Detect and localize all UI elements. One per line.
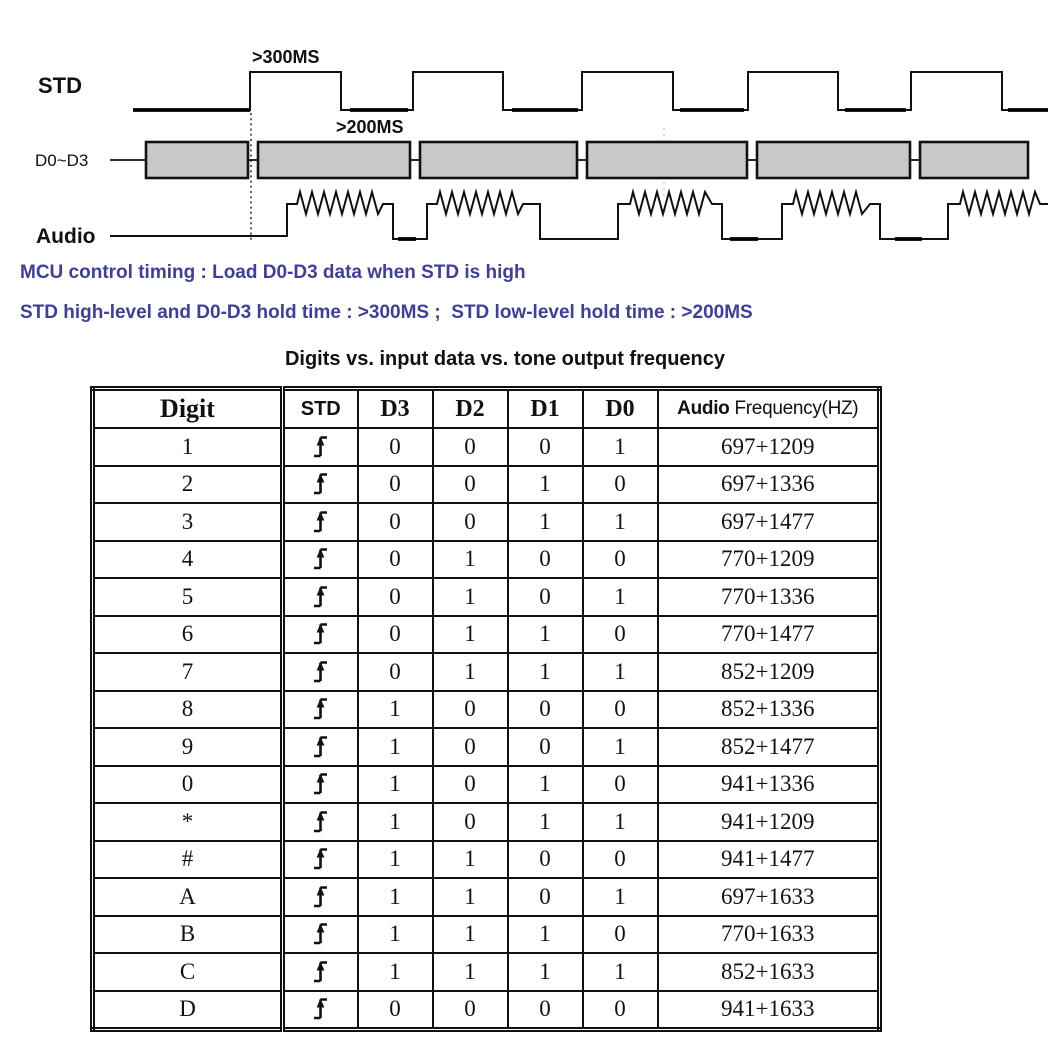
- cell-d1: 1: [508, 916, 583, 954]
- table-row: [93, 616, 880, 654]
- rising-edge-icon: [312, 659, 330, 686]
- cell-digit: D: [93, 991, 283, 1030]
- cell-digit: #: [93, 841, 283, 879]
- rising-edge-icon: [312, 434, 330, 461]
- cell-d3: 1: [358, 728, 433, 766]
- table-row: [93, 841, 880, 879]
- cell-frequency: 941+1336: [658, 766, 880, 804]
- std-rising-edge-cell: [283, 653, 358, 691]
- cell-d1: 0: [508, 578, 583, 616]
- cell-frequency: 697+1336: [658, 466, 880, 504]
- cell-d1: 0: [508, 991, 583, 1030]
- std-rising-edge-cell: [283, 916, 358, 954]
- cell-frequency: 770+1336: [658, 578, 880, 616]
- cell-frequency: 941+1209: [658, 803, 880, 841]
- cell-d3: 0: [358, 578, 433, 616]
- header-digit: Digit: [93, 389, 283, 429]
- cell-d3: 0: [358, 991, 433, 1030]
- rising-edge-icon: [312, 696, 330, 723]
- std-rising-edge-cell: [283, 841, 358, 879]
- cell-frequency: 697+1477: [658, 503, 880, 541]
- cell-d2: 0: [433, 691, 508, 729]
- audio-signal-label: Audio: [36, 225, 96, 248]
- rising-edge-icon: [312, 471, 330, 498]
- cell-digit: *: [93, 803, 283, 841]
- data-bus-blocks: [110, 142, 1028, 178]
- rising-edge-icon: [312, 846, 330, 873]
- cell-d2: 1: [433, 953, 508, 991]
- std-rising-edge-cell: [283, 878, 358, 916]
- cell-d3: 1: [358, 766, 433, 804]
- cell-d2: 0: [433, 766, 508, 804]
- cell-d1: 0: [508, 691, 583, 729]
- cell-d2: 1: [433, 841, 508, 879]
- table-row: [93, 766, 880, 804]
- std-rising-edge-cell: [283, 541, 358, 579]
- std-rising-edge-cell: [283, 803, 358, 841]
- cell-digit: 6: [93, 616, 283, 654]
- cell-digit: 7: [93, 653, 283, 691]
- header-d1: D1: [508, 389, 583, 429]
- table-row: [93, 728, 880, 766]
- table-row: [93, 653, 880, 691]
- table-row: [93, 466, 880, 504]
- rising-edge-icon: [312, 959, 330, 986]
- cell-frequency: 852+1209: [658, 653, 880, 691]
- cell-d1: 1: [508, 766, 583, 804]
- cell-d0: 0: [583, 916, 658, 954]
- std-rising-edge-cell: [283, 428, 358, 466]
- cell-d1: 1: [508, 466, 583, 504]
- cell-d3: 1: [358, 953, 433, 991]
- digit-frequency-table: [90, 386, 882, 1032]
- cell-d2: 1: [433, 541, 508, 579]
- cell-d1: 1: [508, 953, 583, 991]
- cell-d0: 1: [583, 503, 658, 541]
- std-rising-edge-cell: [283, 991, 358, 1030]
- cell-frequency: 852+1336: [658, 691, 880, 729]
- cell-digit: 3: [93, 503, 283, 541]
- cell-d1: 1: [508, 616, 583, 654]
- cell-d0: 1: [583, 953, 658, 991]
- cell-d3: 1: [358, 803, 433, 841]
- rising-edge-icon: [312, 771, 330, 798]
- table-row: [93, 953, 880, 991]
- std-rising-edge-cell: [283, 728, 358, 766]
- std-rising-edge-cell: [283, 766, 358, 804]
- cell-d2: 0: [433, 466, 508, 504]
- cell-d2: 0: [433, 428, 508, 466]
- cell-frequency: 770+1209: [658, 541, 880, 579]
- std-rising-edge-cell: [283, 953, 358, 991]
- cell-d0: 0: [583, 766, 658, 804]
- cell-d3: 1: [358, 691, 433, 729]
- cell-d0: 1: [583, 728, 658, 766]
- table-header-row: [93, 389, 880, 429]
- header-audio-bold: Audio: [677, 398, 730, 419]
- cell-digit: 4: [93, 541, 283, 579]
- cell-frequency: 697+1633: [658, 878, 880, 916]
- rising-edge-icon: [312, 884, 330, 911]
- cell-d2: 0: [433, 503, 508, 541]
- rising-edge-icon: [312, 921, 330, 948]
- table-title: Digits vs. input data vs. tone output frequency: [284, 348, 726, 370]
- table-row: [93, 428, 880, 466]
- cell-digit: 2: [93, 466, 283, 504]
- cell-d0: 0: [583, 616, 658, 654]
- cell-frequency: 697+1209: [658, 428, 880, 466]
- cell-d1: 1: [508, 503, 583, 541]
- cell-frequency: 852+1477: [658, 728, 880, 766]
- cell-d0: 1: [583, 653, 658, 691]
- std-rising-edge-cell: [283, 503, 358, 541]
- std-low-time-annotation: >200MS: [336, 117, 404, 137]
- cell-d1: 1: [508, 653, 583, 691]
- cell-digit: 5: [93, 578, 283, 616]
- rising-edge-icon: [312, 584, 330, 611]
- cell-d3: 1: [358, 841, 433, 879]
- cell-d1: 0: [508, 728, 583, 766]
- cell-d1: 0: [508, 841, 583, 879]
- cell-d3: 0: [358, 541, 433, 579]
- header-audio-frequency: [658, 389, 880, 429]
- cell-d3: 1: [358, 916, 433, 954]
- timing-diagram: [0, 0, 1050, 250]
- cell-d3: 0: [358, 616, 433, 654]
- header-d3: D3: [358, 389, 433, 429]
- cell-d3: 0: [358, 428, 433, 466]
- std-signal-label: STD: [38, 73, 82, 98]
- header-frequency-unit: Frequency(HZ): [734, 398, 859, 419]
- cell-d2: 1: [433, 578, 508, 616]
- cell-d0: 1: [583, 428, 658, 466]
- cell-d1: 0: [508, 878, 583, 916]
- table-row: [93, 991, 880, 1030]
- cell-d1: 1: [508, 803, 583, 841]
- header-d0: D0: [583, 389, 658, 429]
- cell-d2: 1: [433, 878, 508, 916]
- std-waveform: [133, 72, 1048, 110]
- table-row: [93, 578, 880, 616]
- cell-d2: 1: [433, 653, 508, 691]
- std-rising-edge-cell: [283, 578, 358, 616]
- header-std: STD: [283, 389, 358, 429]
- cell-d2: 0: [433, 803, 508, 841]
- table-row: [93, 503, 880, 541]
- rising-edge-icon: [312, 621, 330, 648]
- std-rising-edge-cell: [283, 691, 358, 729]
- cell-frequency: 770+1633: [658, 916, 880, 954]
- data-bus-signal-label: D0~D3: [35, 151, 89, 170]
- rising-edge-icon: [312, 996, 330, 1023]
- cell-d0: 1: [583, 578, 658, 616]
- cell-digit: 0: [93, 766, 283, 804]
- hold-time-note: STD high-level and D0-D3 hold time : >300MS ; STD low-level hold time : >200MS: [20, 302, 753, 323]
- cell-digit: 9: [93, 728, 283, 766]
- cell-d3: 1: [358, 878, 433, 916]
- table-row: [93, 803, 880, 841]
- cell-d0: 1: [583, 878, 658, 916]
- cell-d0: 0: [583, 541, 658, 579]
- cell-d1: 0: [508, 428, 583, 466]
- cell-digit: B: [93, 916, 283, 954]
- cell-d2: 0: [433, 728, 508, 766]
- cell-d0: 0: [583, 991, 658, 1030]
- cell-d0: 1: [583, 803, 658, 841]
- cell-d3: 0: [358, 466, 433, 504]
- cell-d0: 0: [583, 691, 658, 729]
- rising-edge-icon: [312, 546, 330, 573]
- mcu-control-timing-note: MCU control timing : Load D0-D3 data when STD is high: [20, 262, 526, 283]
- table-row: [93, 541, 880, 579]
- cell-d0: 0: [583, 466, 658, 504]
- table-row: [93, 916, 880, 954]
- cell-digit: C: [93, 953, 283, 991]
- table-row: [93, 691, 880, 729]
- cell-digit: 1: [93, 428, 283, 466]
- std-high-time-annotation: >300MS: [252, 47, 320, 67]
- cell-d3: 0: [358, 653, 433, 691]
- cell-frequency: 941+1633: [658, 991, 880, 1030]
- cell-frequency: 941+1477: [658, 841, 880, 879]
- cell-frequency: 852+1633: [658, 953, 880, 991]
- cell-digit: 8: [93, 691, 283, 729]
- cell-digit: A: [93, 878, 283, 916]
- rising-edge-icon: [312, 809, 330, 836]
- cell-d2: 0: [433, 991, 508, 1030]
- cell-d0: 0: [583, 841, 658, 879]
- cell-d2: 1: [433, 616, 508, 654]
- cell-d3: 0: [358, 503, 433, 541]
- rising-edge-icon: [312, 509, 330, 536]
- cell-d2: 1: [433, 916, 508, 954]
- header-d2: D2: [433, 389, 508, 429]
- rising-edge-icon: [312, 734, 330, 761]
- cell-frequency: 770+1477: [658, 616, 880, 654]
- std-rising-edge-cell: [283, 466, 358, 504]
- cell-d1: 0: [508, 541, 583, 579]
- audio-waveform: [110, 192, 1048, 239]
- table-row: [93, 878, 880, 916]
- std-rising-edge-cell: [283, 616, 358, 654]
